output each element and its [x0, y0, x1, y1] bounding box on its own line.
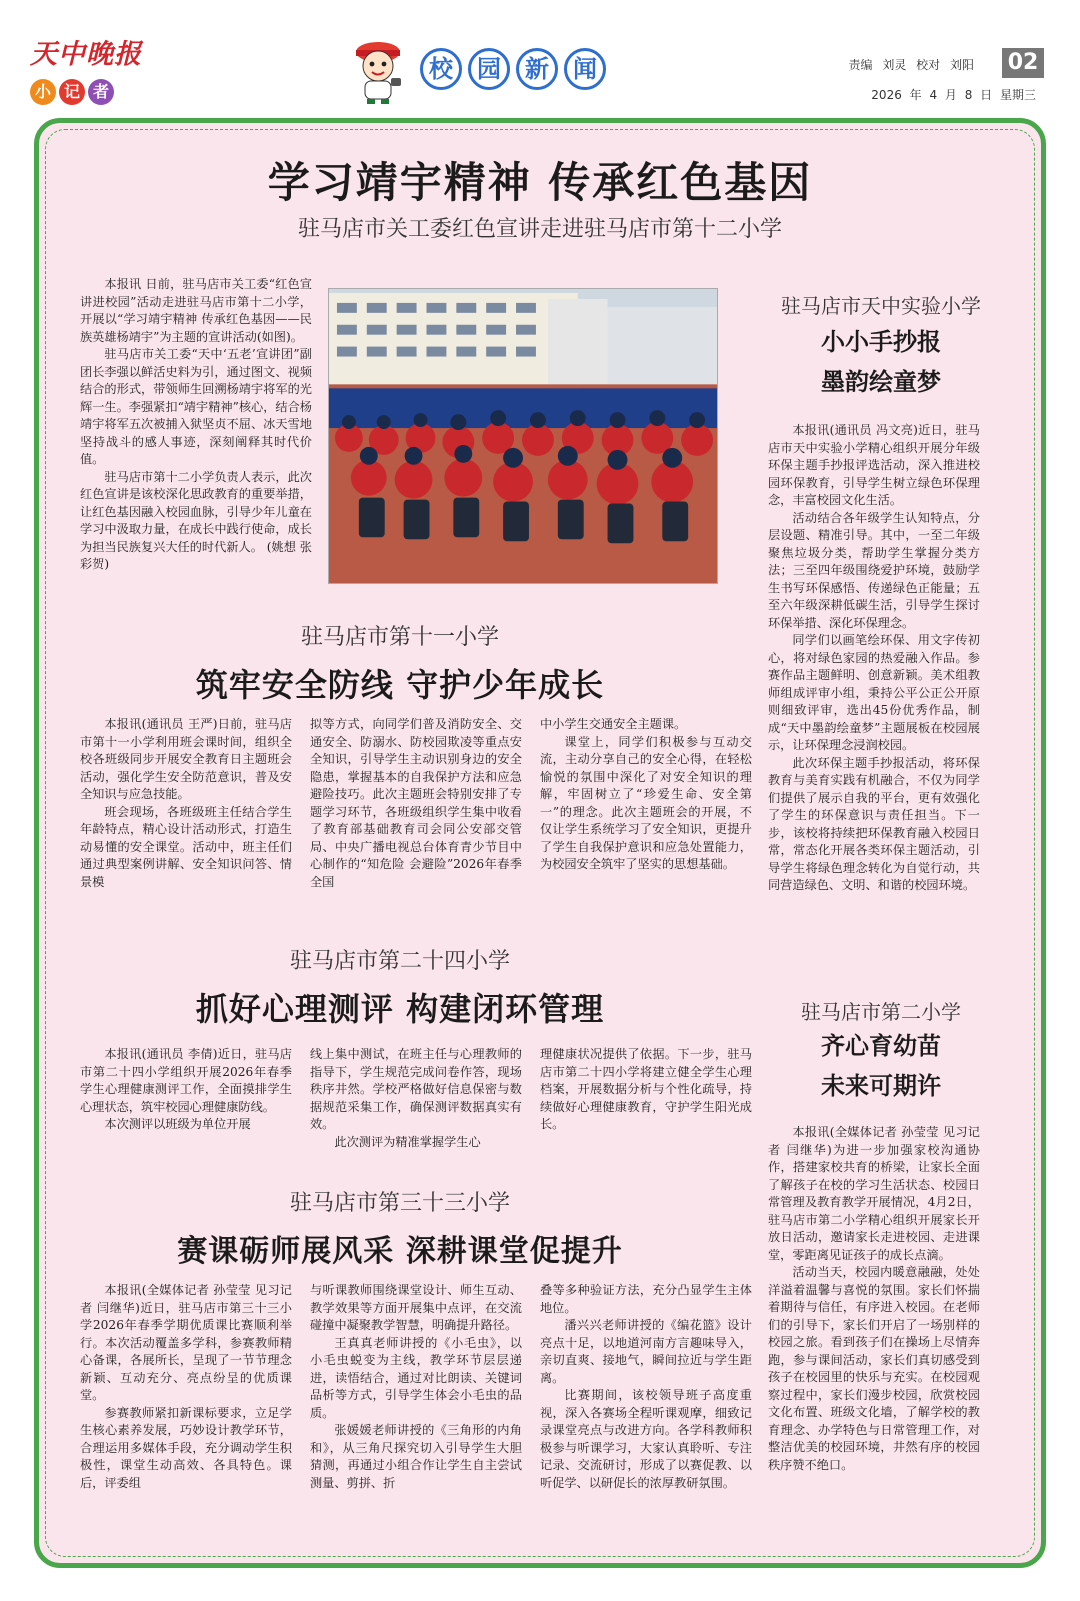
article-paragraph: 王真真老师讲授的《小毛虫》，以小毛虫蜕变为主线，教学环节层层递进，读悟结合，通过对比朗读、关键词品析等方式，引导学生体会小毛虫的品质。 — [310, 1335, 522, 1420]
supplement-name — [30, 79, 180, 105]
section-title-char: 闻 — [564, 48, 606, 90]
supplement-char: 小 — [30, 79, 56, 105]
story-11-body — [80, 716, 752, 891]
article-paragraph: 驻马店市第十二小学负责人表示，此次红色宣讲是该校深化思政教育的重要举措，让红色基因融入校园血脉，引导少年儿童在学习中汲取力量，在成长中践行使命，成长为担当民族复兴大任的时代新人。 (姚想 张彩贺) — [80, 469, 312, 571]
lead-article-body — [80, 276, 312, 574]
article-column — [310, 1046, 522, 1151]
sidebar-school-name: 驻马店市天中实验小学 — [781, 294, 981, 318]
story-school-name: 驻马店市第十一小学 — [300, 625, 499, 650]
sidebar-title-line: 未来可期许 — [821, 1071, 941, 1100]
story-33-body — [80, 1282, 752, 1492]
article-paragraph: 此次环保主题手抄报活动，将环保教育与美育实践有机融合，不仅为同学们提供了展示自我的平台，更有效强化了学生的环保意识与责任担当。下一步，该校将持续把环保教育融入校园日常，常态化开展各类环保主题活动，引导学生将绿色理念转化为自觉行动，共同营造绿色、文明、和谐的校园环境。 — [768, 755, 980, 892]
section-title — [420, 48, 606, 90]
article-paragraph: 本报讯(全媒体记者 孙莹莹 见习记者 闫继华)为进一步加强家校沟通协作，搭建家校共育的桥梁，让家长全面了解孩子在校的学习生活状态、校园日常管理及教育教学开展情况，4月2日，驻马店市第二小学精心组织开展家长开放日活动，邀请家长走进校园、走进课堂，零距离见证孩子的成长点滴。 — [768, 1125, 980, 1262]
sidebar-title-line: 齐心育幼苗 — [821, 1031, 941, 1060]
editor-credits: 责编 刘灵 校对 刘阳 — [848, 58, 974, 72]
story-school-name: 驻马店市第二十四小学 — [289, 949, 510, 974]
article-paragraph: 课堂上，同学们积极参与互动交流，主动分享自己的安全心得，在轻松愉悦的氛围中深化了对安全知识的理解，牢固树立了“珍爱生命、安全第一”的理念。此次主题班会的开展，不仅让学生系统学习了安全知识，更提升了学生自我保护意识和应急处置能力，为校园安全筑牢了坚实的思想基础。 — [540, 734, 752, 871]
sidebar-school-name: 驻马店市第二小学 — [801, 1000, 961, 1024]
article-paragraph: 班会现场，各班级班主任结合学生年龄特点，精心设计活动形式，打造生动易懂的安全课堂。活动中，班主任们通过典型案例讲解、安全知识问答、情景模 — [80, 804, 292, 889]
article-paragraph: 本报讯(通讯员 冯文亮)近日，驻马店市天中实验小学精心组织开展分年级环保主题手抄报评选活动，深入推进校园环保教育，引导学生树立绿色环保理念，丰富校园文化生活。 — [768, 423, 980, 507]
story-title: 赛课砺师展风采 深耕课堂促提升 — [177, 1234, 623, 1269]
sidebar-title — [756, 322, 1006, 402]
article-paragraph: 本报讯(通讯员 王严)日前，驻马店市第十一小学利用班会课时间，组织全校各班级同步开展安全教育日主题班会活动，强化学生安全防范意识，普及安全知识与应急技能。 — [80, 717, 292, 801]
lead-subhead: 驻马店市关工委红色宣讲走进驻马店市第十二小学 — [297, 217, 782, 242]
article-paragraph: 活动结合各年级学生认知特点，分层设题、精准引导。其中，一至二年级聚焦垃圾分类，帮助学生掌握分类方法；三至四年级围绕爱护环境，鼓励学生书写环保感悟、传递绿色正能量；五至六年级深耕低碳生活，引导学生探讨环保举措、深化环保理念。 — [768, 510, 980, 630]
article-paragraph: 拟等方式，向同学们普及消防安全、交通安全、防溺水、防校园欺凌等重点安全知识，引导学生主动识别身边的安全隐患，掌握基本的自我保护方法和应急避险技巧。此次主题班会特别安排了专题学习环节，各班级组织学生集中收看了教育部基础教育司会同公安部交管局、中央广播电视总台体育青少节目中心制作的“知危险 会避险”2026年春季全国 — [310, 717, 522, 889]
article-paragraph: 参赛教师紧扣新课标要求，立足学生核心素养发展，巧妙设计教学环节，合理运用多媒体手段，充分调动学生积极性，课堂生动高效、各具特色。课后，评委组 — [80, 1405, 292, 1490]
story-24-body — [80, 1046, 752, 1151]
article-paragraph: 本报讯(通讯员 李倩)近日，驻马店市第二十四小学组织开展2026年春季学生心理健康测评工作，全面摸排学生心理状态，筑牢校园心理健康防线。 — [80, 1047, 292, 1114]
article-column — [80, 1282, 292, 1492]
section-title-char: 园 — [468, 48, 510, 90]
article-paragraph: 比赛期间，该校领导班子高度重视，深入各赛场全程听课观摩，细致记录课堂亮点与改进方向。各学科教师积极参与听课学习，大家认真聆听、专注记录、交流研讨，形成了以赛促教、以听促学、以研促长的浓厚教研氛围。 — [540, 1388, 752, 1490]
article-paragraph: 活动当天，校园内暖意融融，处处洋溢着温馨与喜悦的氛围。家长们怀揣着期待与信任，有序进入校园。在老师们的引导下，家长们开启了一场别样的校园之旅。看到孩子们在操场上尽情奔跑，参与课间活动，家长们真切感受到孩子在校园里的快乐与充实。在校园观察过程中，家长们漫步校园，欣赏校园文化布置、班级文化墙，了解学校的教育理念、办学特色与日常管理工作，对整洁优美的校园环境，井然有序的校园秩序赞不绝口。 — [768, 1265, 980, 1472]
story-school-name: 驻马店市第三十三小学 — [289, 1191, 510, 1216]
article-column — [540, 716, 752, 891]
supplement-char: 记 — [59, 79, 85, 105]
article-paragraph: 张媛媛老师讲授的《三角形的内角和》，从三角尺探究切入引导学生大胆猜测，再通过小组合作让学生自主尝试测量、剪拼、折 — [310, 1423, 522, 1490]
supplement-char: 者 — [88, 79, 114, 105]
lead-headline: 学习靖宇精神 传承红色基因 — [267, 158, 813, 207]
article-column — [540, 1282, 752, 1492]
sidebar-title-line: 小小手抄报 — [821, 327, 941, 356]
article-paragraph: 同学们以画笔绘环保、用文字传初心，将对绿色家园的热爱融入作品。参赛作品主题鲜明、创意新颖。美术组教师组成评审小组，秉持公平公正公开原则细致评审，选出45份优秀作品，制成“天中墨韵绘童梦”主题展板在校园展示，让环保理念浸润校园。 — [768, 633, 980, 752]
story-title: 筑牢安全防线 守护少年成长 — [195, 666, 605, 704]
article-paragraph: 驻马店市关工委“天中‘五老’宣讲团”副团长李强以鲜活史料为引，通过图文、视频结合的形式，带领师生回溯杨靖宇将军的光辉一生。李强紧扣“靖宇精神”核心，结合杨靖宇将军五次被捕入狱坚贞不屈、冰天雪地坚持战斗的感人事迹，深刻阐释其时代价值。 — [80, 347, 312, 466]
article-column — [80, 1046, 292, 1151]
publication-date: 2026 年 4 月 8 日 星期三 — [871, 88, 1036, 102]
section-title-char: 新 — [516, 48, 558, 90]
sidebar-title — [756, 1026, 1006, 1106]
article-paragraph: 理健康状况提供了依据。下一步，驻马店市第二十四小学将建立健全学生心理档案，开展数据分析与个性化疏导，持续做好心理健康教育，守护学生阳光成长。 — [540, 1047, 752, 1131]
sidebar-b-body — [768, 1124, 980, 1474]
newspaper-name: 天中晚报 — [30, 39, 142, 70]
reporter-mascot-icon — [345, 30, 411, 106]
article-paragraph: 本报讯 日前，驻马店市关工委“红色宣讲进校园”活动走进驻马店市第十二小学，开展以“学习靖宇精神 传承红色基因——民族英雄杨靖宇”为主题的宣讲活动(如图)。 — [80, 277, 312, 344]
newspaper-logo — [30, 32, 180, 105]
article-column — [310, 716, 522, 891]
article-paragraph: 此次测评为精准掌握学生心 — [334, 1134, 481, 1149]
sidebar-title-line: 墨韵绘童梦 — [821, 367, 941, 396]
article-paragraph: 中小学生交通安全主题课。 — [540, 717, 687, 731]
article-paragraph: 潘兴兴老师讲授的《编花篮》设计亮点十足，以地道河南方言趣味导入，亲切直爽、接地气，瞬间拉近与学生距离。 — [540, 1318, 752, 1385]
page-number: 02 — [1002, 48, 1044, 78]
article-column — [80, 716, 292, 891]
section-title-char: 校 — [420, 48, 462, 90]
sidebar-a-body — [768, 422, 980, 895]
lead-photo — [328, 288, 718, 584]
story-title: 抓好心理测评 构建闭环管理 — [195, 990, 605, 1028]
article-paragraph: 本次测评以班级为单位开展 — [104, 1117, 251, 1131]
article-column — [540, 1046, 752, 1151]
article-paragraph: 线上集中测试，在班主任与心理教师的指导下，学生规范完成问卷作答，现场秩序井然。学校严格做好信息保密与数据规范采集工作，确保测评数据真实有效。 — [310, 1047, 522, 1131]
article-column — [310, 1282, 522, 1492]
masthead — [0, 0, 1080, 118]
article-paragraph: 本报讯(全媒体记者 孙莹莹 见习记者 闫继华)近日，驻马店市第三十三小学2026年春季学期优质课比赛顺利举行。本次活动覆盖多学科，参赛教师精心备课，各展所长，呈现了一节节理念新颖、互动充分、亮点纷呈的优质课堂。 — [80, 1283, 292, 1402]
article-paragraph: 叠等多种验证方法，充分凸显学生主体地位。 — [540, 1283, 752, 1315]
article-paragraph: 与听课教师围绕课堂设计、师生互动、教学效果等方面开展集中点评，在交流碰撞中凝聚教学智慧，明确提升路径。 — [310, 1283, 522, 1332]
